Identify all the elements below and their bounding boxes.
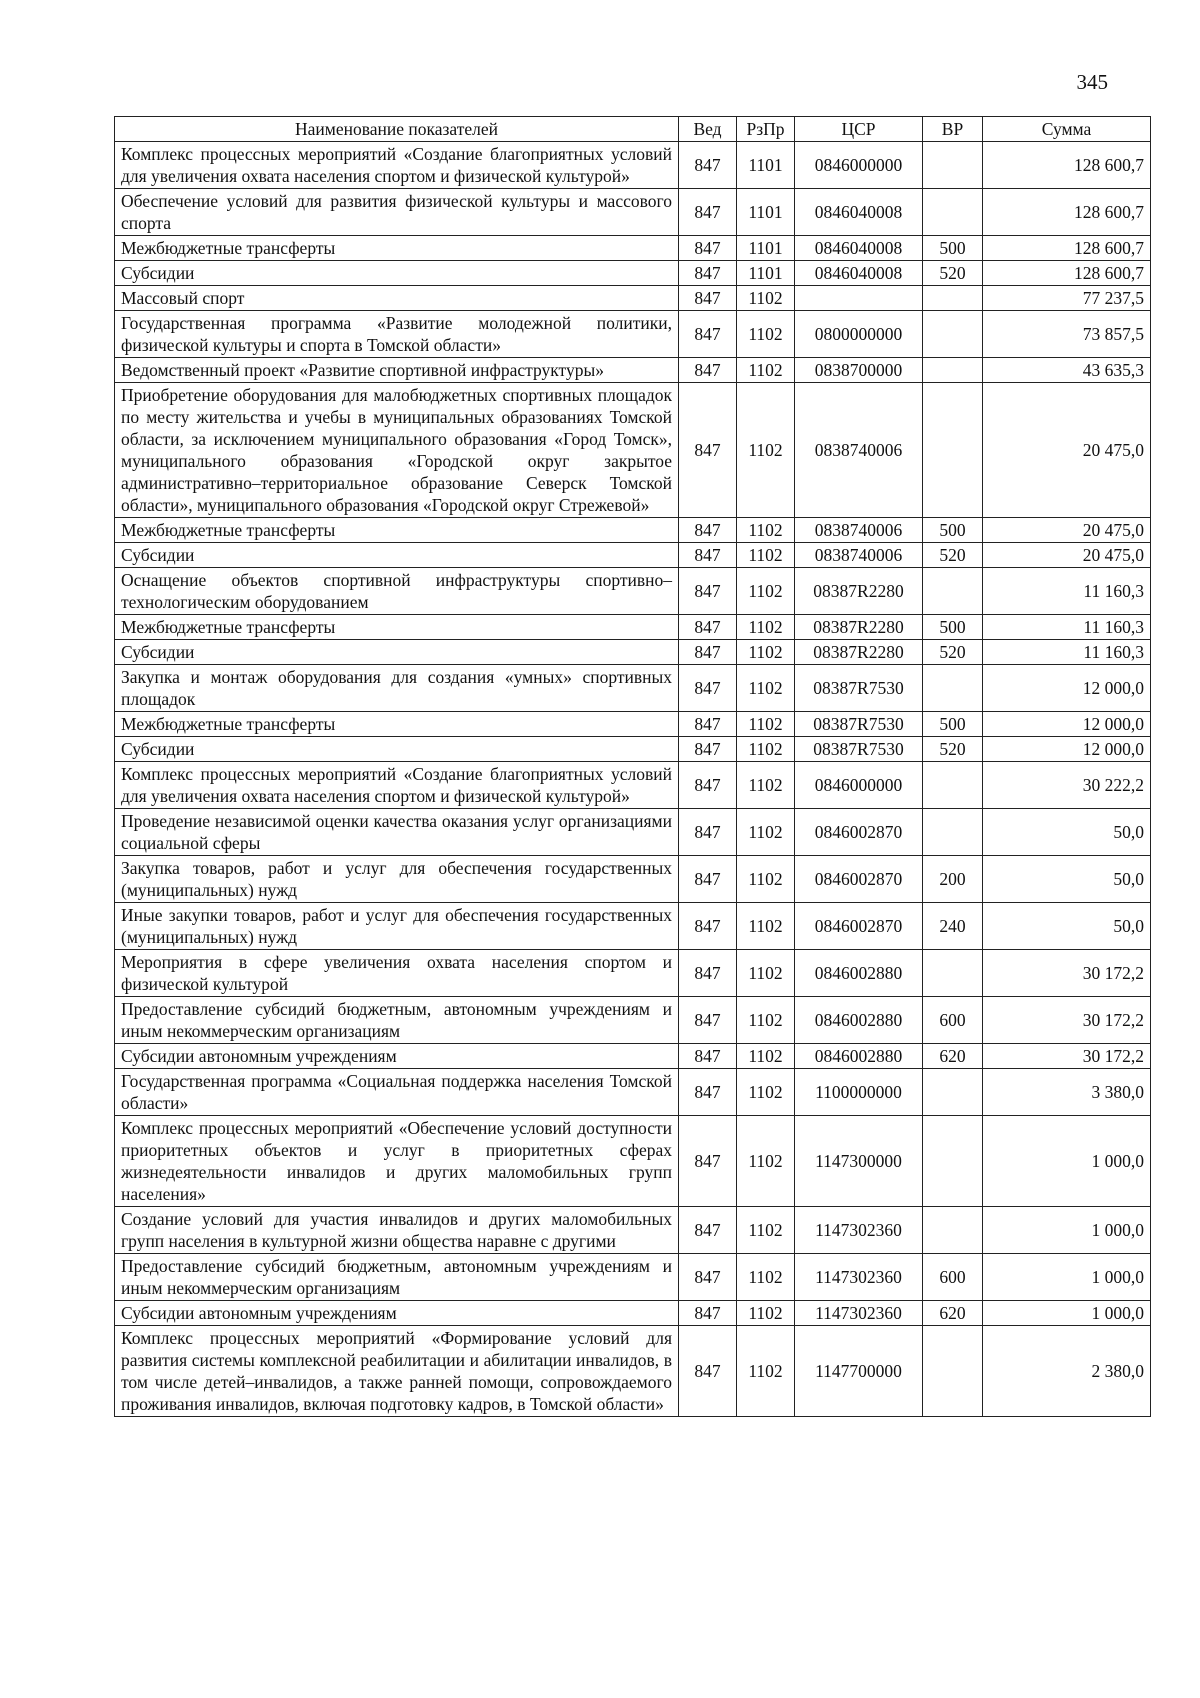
- table-row: [115, 286, 1151, 311]
- cell-name: Комплекс процессных мероприятий «Создание благоприятных условий для увеличения охвата населения спортом и физической культурой»: [115, 762, 679, 809]
- cell-ved: 847: [679, 142, 737, 189]
- cell-ved: 847: [679, 1116, 737, 1207]
- cell-ved: 847: [679, 856, 737, 903]
- cell-vr: 520: [923, 543, 983, 568]
- cell-rzpr: 1102: [737, 358, 795, 383]
- cell-csr: 0846002880: [795, 997, 923, 1044]
- cell-csr: 1147302360: [795, 1207, 923, 1254]
- cell-name: Субсидии: [115, 737, 679, 762]
- cell-sum: 128 600,7: [983, 189, 1151, 236]
- cell-rzpr: 1102: [737, 543, 795, 568]
- cell-csr: 1147302360: [795, 1301, 923, 1326]
- cell-vr: 500: [923, 236, 983, 261]
- cell-name: Создание условий для участия инвалидов и других маломобильных групп населения в культурной жизни общества наравне с другими: [115, 1207, 679, 1254]
- cell-sum: 73 857,5: [983, 311, 1151, 358]
- cell-sum: 12 000,0: [983, 737, 1151, 762]
- table-row: [115, 518, 1151, 543]
- cell-rzpr: 1102: [737, 518, 795, 543]
- cell-csr: 1147300000: [795, 1116, 923, 1207]
- cell-vr: 600: [923, 1254, 983, 1301]
- cell-csr: 08387R7530: [795, 665, 923, 712]
- cell-csr: 0838740006: [795, 543, 923, 568]
- cell-vr: [923, 142, 983, 189]
- cell-csr: 1100000000: [795, 1069, 923, 1116]
- cell-name: Межбюджетные трансферты: [115, 518, 679, 543]
- table-row: [115, 236, 1151, 261]
- cell-name: Субсидии: [115, 640, 679, 665]
- cell-csr: 0846002870: [795, 856, 923, 903]
- table-row: [115, 665, 1151, 712]
- cell-name: Закупка товаров, работ и услуг для обеспечения государственных (муниципальных) нужд: [115, 856, 679, 903]
- cell-sum: 12 000,0: [983, 665, 1151, 712]
- cell-sum: 30 172,2: [983, 950, 1151, 997]
- cell-rzpr: 1102: [737, 950, 795, 997]
- cell-rzpr: 1102: [737, 1326, 795, 1417]
- cell-rzpr: 1102: [737, 809, 795, 856]
- cell-csr: 0846040008: [795, 261, 923, 286]
- cell-rzpr: 1102: [737, 856, 795, 903]
- cell-name: Оснащение объектов спортивной инфраструктуры спортивно–технологическим оборудованием: [115, 568, 679, 615]
- cell-csr: 08387R7530: [795, 737, 923, 762]
- table-row: [115, 1116, 1151, 1207]
- table-row: [115, 712, 1151, 737]
- cell-vr: 620: [923, 1044, 983, 1069]
- cell-name: Предоставление субсидий бюджетным, автономным учреждениям и иным некоммерческим организациям: [115, 1254, 679, 1301]
- cell-sum: 11 160,3: [983, 568, 1151, 615]
- cell-name: Государственная программа «Развитие молодежной политики, физической культуры и спорта в Томской области»: [115, 311, 679, 358]
- cell-name: Субсидии: [115, 543, 679, 568]
- cell-vr: 200: [923, 856, 983, 903]
- cell-vr: 500: [923, 615, 983, 640]
- cell-name: Проведение независимой оценки качества оказания услуг организациями социальной сферы: [115, 809, 679, 856]
- cell-sum: 20 475,0: [983, 518, 1151, 543]
- cell-vr: 240: [923, 903, 983, 950]
- cell-ved: 847: [679, 665, 737, 712]
- cell-rzpr: 1101: [737, 236, 795, 261]
- table-row: [115, 809, 1151, 856]
- page-number: 345: [1076, 70, 1108, 94]
- cell-rzpr: 1101: [737, 189, 795, 236]
- cell-rzpr: 1102: [737, 1254, 795, 1301]
- cell-vr: 500: [923, 518, 983, 543]
- cell-ved: 847: [679, 640, 737, 665]
- cell-name: Закупка и монтаж оборудования для создания «умных» спортивных площадок: [115, 665, 679, 712]
- cell-name: Комплекс процессных мероприятий «Формирование условий для развития системы комплексной реабилитации и абилитации инвалидов, в том числе детей–инвалидов, а также ранней помощи, сопровождаемого проживания инвалидов, включая подготовку кадров, в Томской области»: [115, 1326, 679, 1417]
- cell-sum: 30 172,2: [983, 997, 1151, 1044]
- cell-ved: 847: [679, 383, 737, 518]
- cell-vr: [923, 286, 983, 311]
- cell-csr: 0800000000: [795, 311, 923, 358]
- table-row: [115, 1301, 1151, 1326]
- cell-ved: 847: [679, 997, 737, 1044]
- table-row: [115, 950, 1151, 997]
- cell-rzpr: 1102: [737, 615, 795, 640]
- cell-ved: 847: [679, 1044, 737, 1069]
- cell-ved: 847: [679, 1301, 737, 1326]
- cell-vr: [923, 568, 983, 615]
- cell-rzpr: 1102: [737, 568, 795, 615]
- cell-csr: 08387R7530: [795, 712, 923, 737]
- cell-sum: 2 380,0: [983, 1326, 1151, 1417]
- cell-csr: 08387R2280: [795, 640, 923, 665]
- cell-name: Межбюджетные трансферты: [115, 712, 679, 737]
- cell-sum: 12 000,0: [983, 712, 1151, 737]
- cell-rzpr: 1102: [737, 311, 795, 358]
- cell-ved: 847: [679, 762, 737, 809]
- cell-csr: 0846000000: [795, 762, 923, 809]
- cell-ved: 847: [679, 311, 737, 358]
- cell-vr: 600: [923, 997, 983, 1044]
- table-row: [115, 311, 1151, 358]
- table-row: [115, 1254, 1151, 1301]
- cell-vr: [923, 358, 983, 383]
- cell-sum: 128 600,7: [983, 236, 1151, 261]
- table-body: [115, 142, 1151, 1417]
- cell-csr: 0846002880: [795, 950, 923, 997]
- cell-sum: 128 600,7: [983, 261, 1151, 286]
- cell-rzpr: 1102: [737, 1207, 795, 1254]
- cell-csr: 0846002870: [795, 809, 923, 856]
- table-row: [115, 903, 1151, 950]
- cell-sum: 1 000,0: [983, 1116, 1151, 1207]
- cell-vr: [923, 189, 983, 236]
- cell-rzpr: 1101: [737, 261, 795, 286]
- cell-ved: 847: [679, 712, 737, 737]
- cell-rzpr: 1102: [737, 712, 795, 737]
- cell-rzpr: 1102: [737, 1069, 795, 1116]
- cell-vr: [923, 1116, 983, 1207]
- cell-csr: 0838740006: [795, 383, 923, 518]
- cell-sum: 11 160,3: [983, 640, 1151, 665]
- cell-csr: 0846000000: [795, 142, 923, 189]
- cell-name: Мероприятия в сфере увеличения охвата населения спортом и физической культурой: [115, 950, 679, 997]
- cell-sum: 30 222,2: [983, 762, 1151, 809]
- budget-table: [114, 116, 1151, 1417]
- table-row: [115, 737, 1151, 762]
- cell-name: Межбюджетные трансферты: [115, 615, 679, 640]
- table-row: [115, 189, 1151, 236]
- cell-sum: 43 635,3: [983, 358, 1151, 383]
- cell-ved: 847: [679, 1069, 737, 1116]
- cell-name: Межбюджетные трансферты: [115, 236, 679, 261]
- cell-sum: 20 475,0: [983, 543, 1151, 568]
- cell-vr: 500: [923, 712, 983, 737]
- cell-csr: 0838700000: [795, 358, 923, 383]
- cell-csr: 0846040008: [795, 189, 923, 236]
- cell-csr: 1147700000: [795, 1326, 923, 1417]
- cell-csr: 0838740006: [795, 518, 923, 543]
- cell-ved: 847: [679, 568, 737, 615]
- cell-name: Комплекс процессных мероприятий «Создание благоприятных условий для увеличения охвата населения спортом и физической культурой»: [115, 142, 679, 189]
- cell-ved: 847: [679, 358, 737, 383]
- header-csr: ЦСР: [795, 117, 923, 142]
- table-row: [115, 615, 1151, 640]
- cell-ved: 847: [679, 261, 737, 286]
- table-row: [115, 1326, 1151, 1417]
- cell-sum: 128 600,7: [983, 142, 1151, 189]
- cell-vr: [923, 1326, 983, 1417]
- cell-rzpr: 1102: [737, 640, 795, 665]
- cell-sum: 1 000,0: [983, 1207, 1151, 1254]
- table-row: [115, 1207, 1151, 1254]
- cell-csr: [795, 286, 923, 311]
- cell-ved: 847: [679, 286, 737, 311]
- cell-ved: 847: [679, 236, 737, 261]
- header-rzpr: РзПр: [737, 117, 795, 142]
- cell-name: Государственная программа «Социальная поддержка населения Томской области»: [115, 1069, 679, 1116]
- cell-ved: 847: [679, 737, 737, 762]
- table-row: [115, 142, 1151, 189]
- cell-ved: 847: [679, 809, 737, 856]
- cell-vr: [923, 383, 983, 518]
- cell-rzpr: 1102: [737, 1044, 795, 1069]
- cell-rzpr: 1102: [737, 762, 795, 809]
- cell-csr: 08387R2280: [795, 568, 923, 615]
- cell-vr: [923, 762, 983, 809]
- cell-name: Ведомственный проект «Развитие спортивной инфраструктуры»: [115, 358, 679, 383]
- cell-sum: 50,0: [983, 856, 1151, 903]
- cell-ved: 847: [679, 1254, 737, 1301]
- cell-csr: 08387R2280: [795, 615, 923, 640]
- cell-sum: 1 000,0: [983, 1301, 1151, 1326]
- cell-csr: 0846040008: [795, 236, 923, 261]
- cell-rzpr: 1102: [737, 997, 795, 1044]
- cell-name: Субсидии: [115, 261, 679, 286]
- cell-sum: 50,0: [983, 903, 1151, 950]
- cell-ved: 847: [679, 543, 737, 568]
- header-vr: ВР: [923, 117, 983, 142]
- cell-sum: 3 380,0: [983, 1069, 1151, 1116]
- cell-csr: 0846002870: [795, 903, 923, 950]
- table-row: [115, 358, 1151, 383]
- cell-ved: 847: [679, 518, 737, 543]
- header-row: [115, 117, 1151, 142]
- cell-vr: [923, 1207, 983, 1254]
- cell-name: Комплекс процессных мероприятий «Обеспечение условий доступности приоритетных объектов и услуг в приоритетных сферах жизнедеятельности инвалидов и других маломобильных групп населения»: [115, 1116, 679, 1207]
- cell-name: Приобретение оборудования для малобюджетных спортивных площадок по месту жительства и учебы в муниципальных образованиях Томской области, за исключением муниципального образования «Город Томск», муниципального образования «Городской округ закрытое административно–территориальное образование Северск Томской области», муниципального образования «Городской округ Стрежевой»: [115, 383, 679, 518]
- cell-name: Массовый спорт: [115, 286, 679, 311]
- cell-ved: 847: [679, 1326, 737, 1417]
- cell-csr: 1147302360: [795, 1254, 923, 1301]
- cell-sum: 30 172,2: [983, 1044, 1151, 1069]
- header-sum: Сумма: [983, 117, 1151, 142]
- table-row: [115, 261, 1151, 286]
- cell-vr: [923, 665, 983, 712]
- cell-vr: 520: [923, 261, 983, 286]
- cell-vr: [923, 1069, 983, 1116]
- cell-rzpr: 1102: [737, 286, 795, 311]
- cell-rzpr: 1101: [737, 142, 795, 189]
- cell-rzpr: 1102: [737, 665, 795, 712]
- cell-vr: [923, 950, 983, 997]
- table-row: [115, 383, 1151, 518]
- cell-vr: 520: [923, 640, 983, 665]
- cell-name: Предоставление субсидий бюджетным, автономным учреждениям и иным некоммерческим организациям: [115, 997, 679, 1044]
- cell-sum: 1 000,0: [983, 1254, 1151, 1301]
- cell-sum: 11 160,3: [983, 615, 1151, 640]
- table-row: [115, 568, 1151, 615]
- cell-ved: 847: [679, 189, 737, 236]
- cell-rzpr: 1102: [737, 1116, 795, 1207]
- table-row: [115, 640, 1151, 665]
- cell-sum: 77 237,5: [983, 286, 1151, 311]
- cell-ved: 847: [679, 950, 737, 997]
- cell-rzpr: 1102: [737, 903, 795, 950]
- cell-rzpr: 1102: [737, 383, 795, 518]
- cell-name: Иные закупки товаров, работ и услуг для обеспечения государственных (муниципальных) нужд: [115, 903, 679, 950]
- cell-vr: 520: [923, 737, 983, 762]
- table-row: [115, 856, 1151, 903]
- cell-rzpr: 1102: [737, 737, 795, 762]
- cell-vr: [923, 809, 983, 856]
- table-row: [115, 762, 1151, 809]
- table-row: [115, 1069, 1151, 1116]
- header-ved: Вед: [679, 117, 737, 142]
- cell-csr: 0846002880: [795, 1044, 923, 1069]
- cell-ved: 847: [679, 903, 737, 950]
- cell-name: Обеспечение условий для развития физической культуры и массового спорта: [115, 189, 679, 236]
- cell-rzpr: 1102: [737, 1301, 795, 1326]
- cell-sum: 20 475,0: [983, 383, 1151, 518]
- cell-ved: 847: [679, 615, 737, 640]
- table-row: [115, 1044, 1151, 1069]
- table-row: [115, 543, 1151, 568]
- cell-ved: 847: [679, 1207, 737, 1254]
- cell-name: Субсидии автономным учреждениям: [115, 1044, 679, 1069]
- cell-name: Субсидии автономным учреждениям: [115, 1301, 679, 1326]
- header-name: Наименование показателей: [115, 117, 679, 142]
- cell-vr: 620: [923, 1301, 983, 1326]
- cell-sum: 50,0: [983, 809, 1151, 856]
- table-row: [115, 997, 1151, 1044]
- cell-vr: [923, 311, 983, 358]
